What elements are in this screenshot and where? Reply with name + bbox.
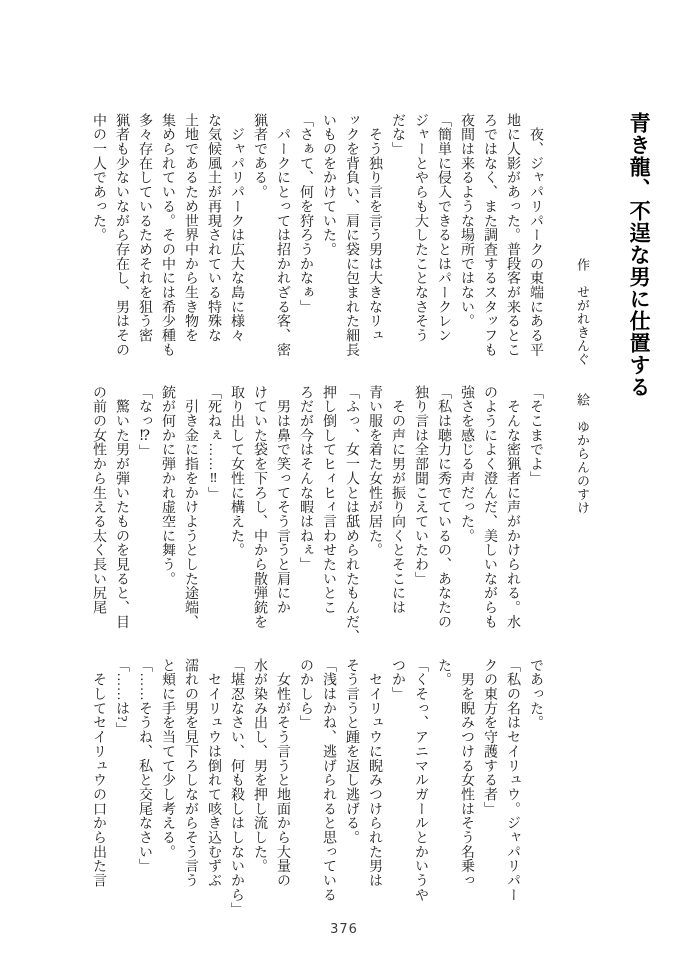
text-column: だな」 [390,113,405,157]
text-column: 押し倒してヒィヒィ言わせたいとこ [321,385,336,615]
text-column: 男を睨みつける女性はそう名乗っ [459,658,474,888]
text-column: のかしら」 [298,658,313,730]
text-column: 中の一人であった。 [91,113,106,243]
text-column: 「さぁて、何を狩ろうかなぁ」 [298,113,313,314]
text-column: ックを背負い、肩に袋に包まれた細長 [344,113,359,357]
text-column: のようによく澄んだ、美しいながらも [482,385,497,629]
text-column: であった。 [528,658,543,730]
text-column: 「私の名はセイリュウ。ジャパリパー [505,658,520,902]
text-column: と頬に手を当てて少し考える。 [160,658,175,859]
text-column: 夜間は来るような場所ではない。 [459,113,474,329]
text-column: 「ふっ、女一人とは舐められたもんだ、 [344,385,359,644]
text-column: そんな密猟者に声がかけられる。水 [505,385,520,629]
text-column: 「……は?」 [114,658,129,737]
text-column: 女性がそう言うと地面から大量の [275,658,290,888]
text-column: つか」 [390,658,405,702]
text-column: 地に人影があった。普段客が来るとこ [505,113,520,357]
text-column: 「くそっ、アニマルガールとかいうや [413,658,428,902]
text-column: の前の女性から生える太く長い尻尾 [91,385,106,615]
text-column: 銃が何かに弾かれ虚空に舞う。 [160,385,175,586]
text-column: パークにとっては招かれざる客、密 [275,113,290,357]
text-column: 「浅はかね、逃げられると思っている [321,658,336,902]
text-column: 「死ねぇ……‼」 [206,385,221,501]
text-column: 独り言は全部聞こえていたわ」 [413,385,428,586]
text-column: セイリュウは倒れて咳き込むずぶ [206,658,221,888]
text-band-top [85,113,547,379]
text-band-bottom [85,658,547,924]
text-column: 驚いた男が弾いたものを見ると、目 [114,385,129,629]
text-band-middle [85,385,547,651]
text-column: 濡れの男を見下ろしながらそう言う [183,658,198,888]
text-column: 強さを感じる声だった。 [459,385,474,543]
page-number: 376 [330,922,358,937]
text-column: けていた袋を下ろし、中から散弾銃を [252,385,267,629]
text-column: 男は鼻で笑ってそう言うと肩にか [275,385,290,615]
text-column: な気候風土が再現されている特殊な [206,113,221,343]
text-column: 猟者である。 [252,113,267,200]
text-column: 「私は聴力に秀でているの、あなたの [436,385,451,629]
text-column: 「なっ⁉」 [137,385,152,459]
text-column: ジャーとやらも大したことなさそう [413,113,428,343]
text-column: 猟者も少ないながら存在し、男はその [114,113,129,357]
text-column: そう言うと踵を返し逃げる。 [344,658,359,845]
text-column: 「堪忍なさい、何も殺しはしないから」 [229,658,244,917]
text-column: 取り出して女性に構えた。 [229,385,244,558]
text-column: た。 [436,658,451,687]
text-column: ジャパリパークは広大な島に様々 [229,113,244,343]
text-column: そしてセイリュウの口から出た言 [91,658,106,888]
text-column: 集められている。その中には希少種も [160,113,175,357]
text-column: 多々存在しているためそれを狙う密 [137,113,152,343]
text-column: そう独り言を言う男は大きなリュ [367,113,382,343]
text-column: 水が染み出し、男を押し流した。 [252,658,267,874]
text-column: ろではなく、また調査するスタッフも [482,113,497,357]
text-column: いものをかけていた。 [321,113,336,257]
story-credits: 作 せがれきんぐ 絵 ゆからんのすけ [575,258,590,515]
text-column: 「簡単に侵入できるとはパークレン [436,113,451,343]
text-column: セイリュウに睨みつけられた男は [367,658,382,888]
text-column: クの東方を守護する者」 [482,658,497,816]
text-column: 「……そうね、私と交尾なさい」 [137,658,152,874]
text-column: 青い服を着た女性が居た。 [367,385,382,558]
text-column: 引き金に指をかけようとした途端、 [183,385,198,629]
story-title: 青き龍、不逞な男に仕置する [627,112,652,398]
text-column: 土地であるため世界中から生き物を [183,113,198,343]
text-column: その声に男が振り向くとそこには [390,385,405,615]
text-column: ろだが今はそんな暇はねぇ」 [298,385,313,572]
text-column: 夜、ジャパリパークの東端にある平 [528,113,543,357]
text-column: 「そこまでよ」 [528,385,543,486]
